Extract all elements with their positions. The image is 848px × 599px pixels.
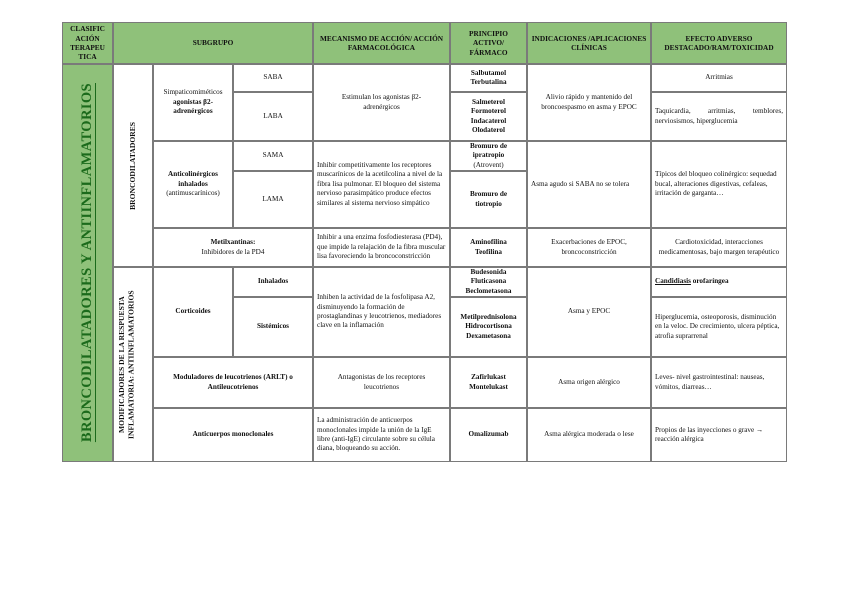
anticolinergicos-line1: Anticolinérgicos inhalados bbox=[168, 170, 218, 188]
header-principio: PRINCIPIO ACTIVO/ FÁRMACO bbox=[450, 22, 527, 64]
farmaco-sama-bold: Bromuro de ipratropio bbox=[469, 141, 508, 160]
farmaco-laba: Salmeterol Formoterol Indacaterol Olodaterol bbox=[450, 92, 527, 141]
farmaco-metilxantinas: Aminofilina Teofilina bbox=[450, 228, 527, 267]
group-modificadores-label: MODIFICADORES DE LA RESPUESTA INFLAMATORIA: ANTIINFLAMATORIOS bbox=[117, 290, 136, 439]
header-efecto: EFECTO ADVERSO DESTACADO/RAM/TOXICIDAD bbox=[651, 22, 787, 64]
metilxantinas-line1: Metilxantinas: bbox=[210, 238, 256, 247]
subgroup-antileucotrienos: Moduladores de leucotrienos (ARLT) o Antileucotrienos bbox=[153, 357, 313, 408]
type-lama: LAMA bbox=[233, 171, 313, 228]
mecanismo-corticoides: Inhiben la actividad de la fosfolipasa A2, disminuyendo la formación de prostaglandinas y leucotrienos, mediadores clave en la inflamación bbox=[313, 267, 450, 357]
farmaco-corticoides-inhalados: Budesonida Fluticasona Beclometasona bbox=[450, 267, 527, 297]
group-broncodilatadores bbox=[113, 64, 153, 267]
subgroup-metilxantinas bbox=[153, 228, 313, 267]
subgroup-simpaticomimeticos bbox=[153, 64, 233, 141]
farmaco-antileucotrienos: Zafirlukast Montelukast bbox=[450, 357, 527, 408]
efecto-laba: Taquicardia, arritmias, temblores, nerviosismos, hiperglucemia bbox=[651, 92, 787, 141]
header-subgrupo: SUBGRUPO bbox=[113, 22, 313, 64]
type-sama: SAMA bbox=[233, 141, 313, 171]
subgroup-corticoides: Corticoides bbox=[153, 267, 233, 357]
efecto-anticolinergicos: Típicos del bloqueo colinérgico: sequedad bucal, alteraciones digestivas, cefaleas, irritación de garganta… bbox=[651, 141, 787, 228]
subgroup-anticuerpos: Anticuerpos monoclonales bbox=[153, 408, 313, 462]
type-sistemicos: Sistémicos bbox=[233, 297, 313, 357]
mecanismo-metilxantinas: Inhibir a una enzima fosfodiesterasa (PD4), que impide la relajación de la fibra muscular lisa favoreciendo la broncoconstricción bbox=[313, 228, 450, 267]
efecto-corticoides-inhalados bbox=[651, 267, 787, 297]
efecto-anticuerpos: Propios de las inyecciones o grave → reacción alérgica bbox=[651, 408, 787, 462]
group-modificadores bbox=[113, 267, 153, 462]
type-saba: SABA bbox=[233, 64, 313, 92]
simpaticomimeticos-line1: Simpaticomiméticos bbox=[163, 88, 223, 97]
pharmacology-table bbox=[62, 22, 787, 462]
efecto-metilxantinas: Cardiotoxicidad, interacciones medicamentosas, bajo margen terapéutico bbox=[651, 228, 787, 267]
group-broncodilatadores-label: BRONCODILATADORES bbox=[128, 121, 138, 210]
farmaco-saba: Salbutamol Terbutalina bbox=[450, 64, 527, 92]
indicacion-corticoides: Asma y EPOC bbox=[527, 267, 651, 357]
header-clasificacion: CLASIFIC ACIÓN TERAPEU TICA bbox=[62, 22, 113, 64]
mecanismo-anticolinergicos: Inhibir competitivamente los receptores muscarínicos de la acetilcolina a nivel de la fibra lisa pulmonar. El bloqueo del sistema nervioso parasimpático produce efectos similares al sistema nervioso simpático bbox=[313, 141, 450, 228]
main-category-label: BRONCODILATADORES Y ANTIINFLAMATORIOS bbox=[79, 83, 96, 443]
farmaco-anticuerpos: Omalizumab bbox=[450, 408, 527, 462]
subgroup-anticolinergicos bbox=[153, 141, 233, 228]
efecto-orofaringea: orofaríngea bbox=[692, 277, 729, 286]
simpaticomimeticos-line2: agonistas β2-adrenérgicos bbox=[173, 97, 213, 116]
efecto-corticoides-sistemicos: Hiperglucemia, osteoporosis, disminución en la veloc. De crecimiento, ulcera péptica, atrofia suprarrenal bbox=[651, 297, 787, 357]
mecanismo-simpaticomimeticos: Estimulan los agonistas β2-adrenérgicos bbox=[313, 64, 450, 141]
main-category-cell bbox=[62, 64, 113, 462]
type-laba: LABA bbox=[233, 92, 313, 141]
header-indicaciones: INDICACIONES /APLICACIONES CLÍNICAS bbox=[527, 22, 651, 64]
mecanismo-anticuerpos: La administración de anticuerpos monoclonales impide la unión de la IgE libre (anti-IgE) circulante sobre su célula diana, bloqueando su acción. bbox=[313, 408, 450, 462]
anticolinergicos-line2: (antimuscarínicos) bbox=[166, 189, 220, 198]
header-mecanismo: MECANISMO DE ACCIÓN/ ACCIÓN FARMACOLÓGICA bbox=[313, 22, 450, 64]
metilxantinas-line2: Inhibidores de la PD4 bbox=[201, 247, 265, 256]
efecto-saba: Arritmias bbox=[651, 64, 787, 92]
farmaco-sama-note: (Atrovent) bbox=[473, 160, 504, 169]
indicacion-anticolinergicos: Asma agudo si SABA no se tolera bbox=[527, 141, 651, 228]
indicacion-anticuerpos: Asma alérgica moderada o lese bbox=[527, 408, 651, 462]
mecanismo-antileucotrienos: Antagonistas de los receptores leucotrienos bbox=[313, 357, 450, 408]
farmaco-corticoides-sistemicos: Metilprednisolona Hidrocortisona Dexametasona bbox=[450, 297, 527, 357]
indicacion-simpaticomimeticos: Alivio rápido y mantenido del broncoespasmo en asma y EPOC bbox=[527, 64, 651, 141]
efecto-antileucotrienos: Leves- nivel gastrointestinal: nauseas, vómitos, diarreas… bbox=[651, 357, 787, 408]
farmaco-lama: Bromuro de tiotropio bbox=[450, 171, 527, 228]
efecto-candidiasis: Candidiasis bbox=[655, 277, 691, 286]
indicacion-antileucotrienos: Asma origen alérgico bbox=[527, 357, 651, 408]
indicacion-metilxantinas: Exacerbaciones de EPOC, broncoconstricción bbox=[527, 228, 651, 267]
farmaco-sama bbox=[450, 141, 527, 171]
type-inhalados: Inhalados bbox=[233, 267, 313, 297]
